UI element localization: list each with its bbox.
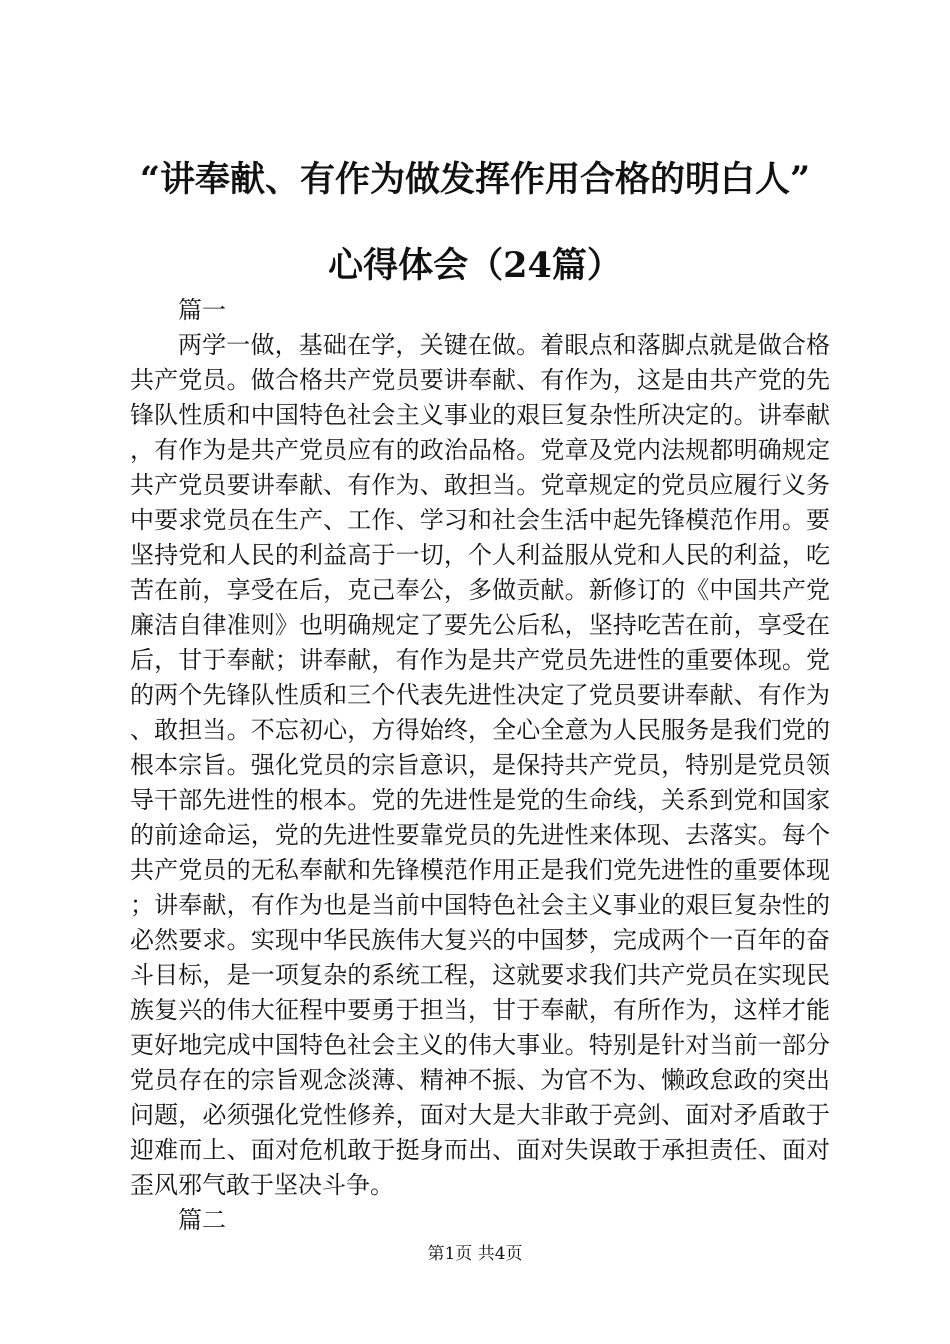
document-body [130, 293, 830, 1238]
document-title [0, 159, 950, 286]
title-line-1: “讲奉献、有作为做发挥作用合格的明白人” [139, 159, 811, 200]
section-paragraph-1: 两学一做，基础在学，关键在做。着眼点和落脚点就是做合格共产党员。做合格共产党员要讲奉献、有作为，这是由共产党的先锋队性质和中国特色社会主义事业的艰巨复杂性所决定的。讲奉献，有作为是共产党员应有的政治品格。党章及党内法规都明确规定共产党员要讲奉献、有作为、敢担当。党章规定的党员应履行义务中要求党员在生产、工作、学习和社会生活中起先锋模范作用。要坚持党和人民的利益高于一切，个人利益服从党和人民的利益，吃苦在前，享受在后，克己奉公，多做贡献。新修订的《中国共产党廉洁自律准则》也明确规定了要先公后私，坚持吃苦在前，享受在后，甘于奉献；讲奉献，有作为是共产党员先进性的重要体现。党的两个先锋队性质和三个代表先进性决定了党员要讲奉献、有作为、敢担当。不忘初心，方得始终，全心全意为人民服务是我们党的根本宗旨。强化党员的宗旨意识，是保持共产党员，特别是党员领导干部先进性的根本。党的先进性是党的生命线，关系到党和国家的前途命运，党的先进性要靠党员的先进性来体现、去落实。每个共产党员的无私奉献和先锋模范作用正是我们党先进性的重要体现；讲奉献，有作为也是当前中国特色社会主义事业的艰巨复杂性的必然要求。实现中华民族伟大复兴的中国梦，完成两个一百年的奋斗目标，是一项复杂的系统工程，这就要求我们共产党员在实现民族复兴的伟大征程中要勇于担当，甘于奉献，有所作为，这样才能更好地完成中国特色社会主义的伟大事业。特别是针对当前一部分党员存在的宗旨观念淡薄、精神不振、为官不为、懒政怠政的突出问题，必须强化党性修养，面对大是大非敢于亮剑、面对矛盾敢于迎难而上、面对危机敢于挺身而出、面对失误敢于承担责任、面对歪风邪气敢于坚决斗争。 [130, 331, 830, 1199]
section-heading-2: 篇二 [178, 1206, 226, 1234]
page-number-footer: 第1页 共4页 [427, 1244, 523, 1264]
section-heading-1: 篇一 [178, 296, 226, 324]
title-line-2: 心得体会（24篇） [328, 245, 622, 286]
